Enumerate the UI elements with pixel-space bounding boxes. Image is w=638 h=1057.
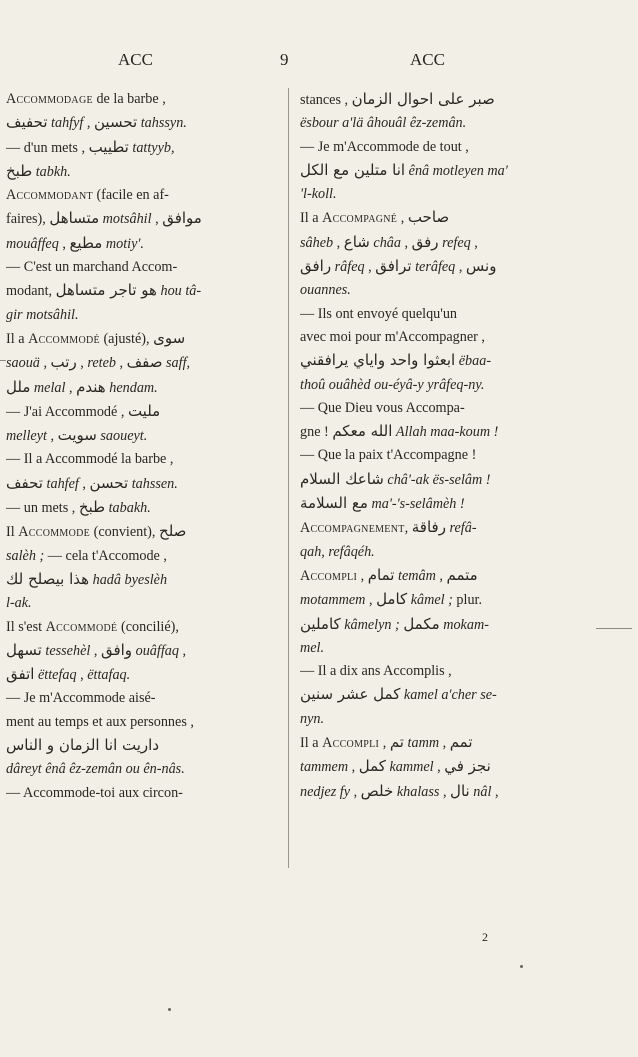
transliteration: terâfeq	[411, 259, 456, 276]
french-text: ,	[115, 355, 127, 372]
text-line-r18	[300, 492, 580, 516]
text-line-l5	[6, 184, 278, 207]
text-line-r26	[300, 683, 580, 707]
arabic-term: مع السلامة	[300, 494, 368, 513]
transliteration: tahfyf	[47, 115, 84, 132]
text-line-l10	[6, 304, 278, 327]
french-text: — un mets ,	[6, 500, 79, 517]
arabic-term: ابعثوا واحد واياي يرافقني	[300, 351, 456, 370]
arabic-term: سوى	[153, 328, 186, 347]
arabic-term: انا متلين مع الكل	[300, 160, 406, 179]
headword: Accompagné	[322, 210, 398, 227]
transliteration: ësbour a'lä âhouâl êz-zemân.	[300, 115, 467, 132]
text-line-l17	[6, 472, 278, 496]
running-header	[0, 50, 638, 74]
arabic-term: مطيع	[69, 233, 103, 252]
arabic-term: كمل	[358, 757, 386, 776]
text-line-r28	[300, 731, 580, 755]
text-line-r8	[300, 255, 580, 279]
text-line-l15	[6, 424, 278, 448]
transliteration: tahssyn.	[137, 115, 187, 132]
french-text: ,	[178, 642, 187, 659]
french-text: (convient),	[90, 524, 160, 541]
text-line-l9	[6, 279, 278, 303]
transliteration: hadâ byeslèh	[89, 571, 168, 588]
french-text: ,	[455, 259, 466, 276]
text-line-r9	[300, 279, 580, 302]
french-text: ,	[76, 667, 88, 684]
transliteration: châa	[369, 234, 401, 251]
column-divider	[288, 88, 289, 868]
text-line-r13	[300, 374, 580, 397]
transliteration: sâheb	[300, 234, 334, 251]
french-text: ,	[333, 234, 344, 251]
text-line-r14	[300, 397, 580, 420]
french-text: — d'un mets ,	[6, 139, 89, 156]
transliteration: temâm	[394, 567, 436, 584]
french-text: ,	[350, 783, 361, 800]
left-column	[6, 88, 278, 805]
transliteration: melleyt	[6, 428, 47, 445]
transliteration: melal	[30, 379, 66, 396]
text-line-l1	[6, 88, 278, 111]
french-text: Il	[6, 524, 19, 541]
transliteration: ênâ motleyen ma'	[405, 162, 508, 179]
french-text: ,	[39, 355, 51, 372]
text-line-l14	[6, 400, 278, 424]
arabic-term: ونس	[465, 257, 497, 276]
arabic-term: رتب	[50, 353, 77, 372]
headword: Accommodé	[28, 330, 100, 347]
text-line-l18	[6, 496, 278, 520]
french-text: ,	[397, 210, 408, 227]
arabic-term: صلح	[159, 522, 187, 541]
french-text: ,	[357, 567, 368, 584]
text-line-r17	[300, 468, 580, 492]
text-line-r27	[300, 708, 580, 731]
text-line-l3	[6, 136, 278, 160]
transliteration: nyn.	[300, 710, 325, 727]
transliteration: tahssen.	[128, 475, 178, 492]
french-text: ,	[379, 735, 390, 752]
transliteration: tahfef	[42, 475, 79, 492]
text-line-l12	[6, 351, 278, 375]
transliteration: l-ak.	[6, 595, 32, 612]
text-line-r29	[300, 755, 580, 779]
arabic-term: طبخ	[78, 498, 106, 517]
transliteration: mokam-	[439, 616, 489, 633]
signature-mark: 2	[482, 930, 488, 944]
text-line-r12	[300, 349, 580, 373]
right-edge-mark	[596, 628, 632, 629]
french-text: ,	[151, 211, 163, 228]
french-text: — Que Dieu vous Accompa-	[300, 399, 465, 416]
text-line-l21	[6, 568, 278, 592]
french-text: (facile en af-	[92, 187, 169, 204]
arabic-term: متساهل	[49, 209, 100, 228]
text-line-l2	[6, 111, 278, 135]
text-line-l19	[6, 520, 278, 544]
french-text: ,	[400, 234, 412, 251]
text-line-l6	[6, 207, 278, 231]
transliteration: qah, refâqéh.	[300, 543, 375, 560]
transliteration: reteb	[87, 355, 116, 372]
french-text: (concilié),	[117, 618, 179, 635]
arabic-term: ترافق	[375, 257, 412, 276]
text-line-r3	[300, 136, 580, 159]
transliteration: tessehèl	[41, 642, 91, 659]
transliteration: nedjez fy	[300, 783, 351, 800]
french-text: — Que la paix t'Accompagne !	[300, 447, 477, 464]
text-line-r6	[300, 206, 580, 230]
text-line-l16	[6, 448, 278, 471]
transliteration: salèh ;	[6, 547, 45, 564]
text-line-l30	[6, 782, 278, 805]
transliteration: ma'-'s-selâmèh !	[367, 496, 465, 513]
transliteration: dâreyt ênâ êz-zemân ou ên-nâs.	[6, 761, 185, 778]
french-text: — C'est un marchand Accom-	[6, 259, 178, 276]
arabic-term: تحفف	[6, 473, 43, 492]
transliteration: motammem	[300, 592, 366, 609]
french-text: ,	[470, 234, 478, 251]
transliteration: khalass	[393, 783, 440, 800]
arabic-term: نال	[450, 781, 470, 800]
french-text: Il a	[300, 210, 323, 227]
paper-speck	[168, 1008, 171, 1011]
french-text: avec moi pour m'Accompagner ,	[300, 328, 485, 345]
french-text: ,	[435, 567, 447, 584]
french-text: — Il a Accommodé la barbe ,	[6, 451, 174, 468]
french-text: ,	[76, 355, 88, 372]
arabic-term: صاحب	[407, 208, 450, 227]
transliteration: tattyyb,	[128, 139, 175, 156]
french-text: — cela t'Accomode ,	[44, 547, 167, 564]
arabic-term: تمم	[449, 733, 473, 752]
transliteration: 'l-koll.	[300, 186, 337, 203]
text-line-l29	[6, 758, 278, 781]
arabic-term: مليت	[127, 401, 161, 420]
arabic-term: الله معكم	[332, 422, 393, 441]
french-text: — Il a dix ans Accomplis ,	[300, 663, 452, 680]
page-number: 9	[280, 50, 289, 69]
transliteration: mouâffeq	[6, 235, 59, 252]
transliteration: motiy'.	[102, 235, 144, 252]
arabic-term: مكمل	[403, 614, 440, 633]
arabic-term: تحفيف	[6, 113, 48, 132]
transliteration: ëttafaq.	[87, 667, 131, 684]
text-line-r21	[300, 564, 580, 588]
text-line-l28	[6, 734, 278, 758]
text-line-r23	[300, 613, 580, 637]
arabic-term: كاملين	[300, 614, 341, 633]
text-line-l13	[6, 376, 278, 400]
transliteration: tabakh.	[105, 500, 151, 517]
arabic-term: شاع	[343, 232, 370, 251]
transliteration: tabkh.	[32, 163, 71, 180]
french-text: Il a	[6, 330, 29, 347]
transliteration: kammel	[385, 759, 434, 776]
text-line-l20	[6, 545, 278, 568]
text-line-r5	[300, 183, 580, 206]
french-text: — Je m'Accommode aisé-	[6, 690, 156, 707]
text-line-r4	[300, 159, 580, 183]
french-text: plur.	[452, 592, 483, 609]
arabic-term: صبر على احوال الزمان	[351, 90, 495, 108]
transliteration: kamel a'cher se-	[400, 687, 497, 704]
french-text: ment au temps et aux personnes ,	[6, 713, 194, 730]
text-line-l11	[6, 327, 278, 351]
transliteration: refeq	[438, 234, 471, 251]
french-text: ,	[65, 379, 77, 396]
transliteration: thoû ouâhèd ou-éyâ-y yrâfeq-ny.	[300, 376, 485, 393]
transliteration: saoueyt.	[96, 428, 148, 445]
french-text: (ajusté),	[99, 330, 154, 347]
transliteration: ouâffaq	[132, 642, 179, 659]
arabic-term: وافق	[100, 640, 133, 659]
arabic-term: خلص	[360, 781, 394, 800]
french-text: ,	[46, 428, 58, 445]
text-line-r15	[300, 420, 580, 444]
transliteration: saouä	[6, 355, 40, 372]
text-line-r1	[300, 88, 580, 112]
text-line-r11	[300, 326, 580, 349]
french-text: ,	[365, 592, 377, 609]
headword: Accompagnement	[300, 520, 405, 537]
arabic-term: هو تاجر متساهل	[55, 281, 157, 300]
text-line-l24	[6, 639, 278, 663]
french-text: ,	[83, 115, 94, 132]
arabic-term: تحسن	[89, 473, 129, 492]
text-line-r19	[300, 516, 580, 540]
text-line-l4	[6, 160, 278, 184]
text-line-l27	[6, 711, 278, 734]
french-text: modant,	[6, 283, 56, 300]
french-text: ,	[348, 759, 359, 776]
headword: Accompli	[300, 567, 358, 584]
header-left-guideword: ACC	[118, 50, 153, 69]
arabic-term: سويت	[57, 426, 97, 445]
transliteration: ouannes.	[300, 282, 351, 299]
transliteration: saff,	[162, 355, 191, 372]
text-line-l7	[6, 232, 278, 256]
arabic-term: صفف	[126, 353, 163, 372]
text-line-l23	[6, 616, 278, 639]
french-text: — J'ai Accommodé ,	[6, 403, 128, 420]
arabic-term: رفاقة	[411, 518, 446, 537]
arabic-term: هذا بيصلح لك	[6, 569, 90, 588]
french-text: Il a	[300, 735, 323, 752]
arabic-term: هندم	[76, 377, 106, 396]
french-text: Il s'est	[6, 618, 46, 635]
transliteration: refâ-	[445, 520, 477, 537]
transliteration: kâmel ;	[407, 592, 453, 609]
arabic-term: رفق	[411, 232, 439, 251]
arabic-term: طبخ	[6, 161, 33, 180]
arabic-term: موافق	[162, 209, 202, 228]
transliteration: nâl	[469, 783, 492, 800]
french-text: ,	[364, 259, 376, 276]
transliteration: mel.	[300, 639, 325, 656]
text-line-l8	[6, 256, 278, 279]
transliteration: ëbaa-	[455, 353, 492, 370]
transliteration: ëttefaq	[34, 667, 77, 684]
french-text: stances ,	[300, 92, 352, 108]
french-text: ,	[404, 520, 412, 537]
text-line-r30	[300, 780, 580, 804]
headword: Accommodage	[6, 91, 93, 107]
text-line-r22	[300, 588, 580, 612]
text-line-r25	[300, 660, 580, 683]
transliteration: motsâhil	[99, 211, 152, 228]
headword: Accommodant	[6, 187, 93, 204]
arabic-term: كامل	[376, 590, 408, 609]
transliteration: hou tâ-	[156, 283, 202, 300]
transliteration: hendam.	[105, 379, 158, 396]
text-line-r10	[300, 303, 580, 326]
transliteration: kâmelyn ;	[340, 616, 400, 633]
transliteration: gir motsâhil.	[6, 306, 79, 323]
arabic-term: تطييب	[88, 137, 129, 156]
french-text: faires),	[6, 211, 50, 228]
text-line-r20	[300, 541, 580, 564]
headword: Accompli	[322, 735, 380, 752]
french-text: ,	[491, 783, 499, 800]
text-line-l25	[6, 663, 278, 687]
headword: Accommode	[18, 524, 91, 541]
text-line-r24	[300, 637, 580, 660]
transliteration: Allah maa-koum !	[392, 424, 499, 441]
paper-speck	[520, 965, 523, 968]
arabic-term: داريت انا الزمان و الناس	[6, 736, 160, 755]
french-text: ,	[78, 475, 90, 492]
arabic-term: تحسين	[94, 113, 138, 132]
arabic-term: شاعك السلام	[300, 469, 384, 488]
french-text: ,	[433, 759, 445, 776]
french-text: gne !	[300, 424, 333, 441]
french-text: — Accommode-toi aux circon-	[6, 784, 183, 801]
headword: Accommodé	[45, 618, 118, 635]
french-text: de la barbe ,	[92, 91, 166, 107]
arabic-term: اتفق	[6, 665, 35, 684]
text-line-r7	[300, 231, 580, 255]
arabic-term: تمام	[367, 565, 395, 584]
french-text: — Je m'Accommode de tout ,	[300, 138, 469, 155]
arabic-term: رافق	[300, 257, 332, 276]
arabic-term: تسهل	[6, 640, 42, 659]
french-text: ,	[439, 735, 450, 752]
transliteration: tamm	[403, 735, 440, 752]
transliteration: châ'-ak ës-selâm !	[383, 471, 491, 488]
french-text: ,	[90, 642, 101, 659]
text-line-l26	[6, 687, 278, 710]
french-text: — Ils ont envoyé quelqu'un	[300, 305, 458, 322]
french-text: ,	[58, 235, 70, 252]
arabic-term: تم	[389, 733, 404, 752]
transliteration: tammem	[300, 759, 349, 776]
header-right-guideword: ACC	[410, 50, 445, 69]
transliteration: râfeq	[331, 259, 365, 276]
arabic-term: متمم	[446, 565, 478, 584]
french-text: ,	[439, 783, 451, 800]
text-line-r2	[300, 112, 580, 135]
text-line-l22	[6, 592, 278, 615]
arabic-term: كمل عشر سنين	[300, 685, 401, 704]
right-column	[300, 88, 580, 804]
text-line-r16	[300, 444, 580, 467]
arabic-term: ملل	[6, 377, 31, 396]
arabic-term: نجز في	[444, 757, 491, 776]
